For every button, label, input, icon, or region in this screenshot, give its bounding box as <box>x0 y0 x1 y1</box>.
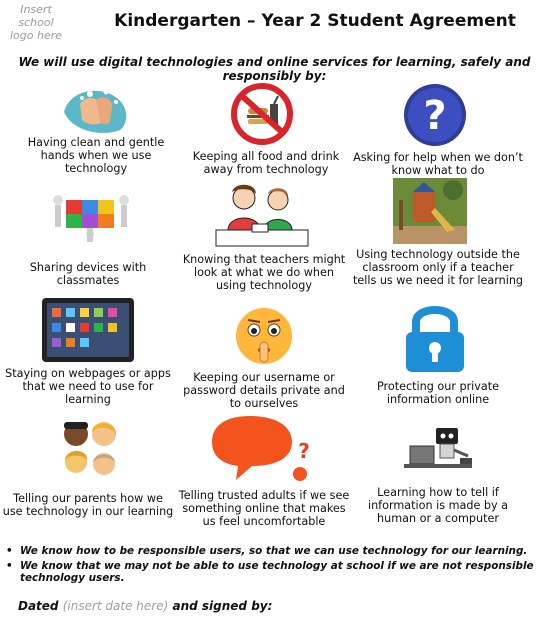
playground-photo <box>393 178 467 244</box>
agreement-caption: Keeping all food and drink away from technology <box>192 150 340 176</box>
tablet-apps-icon <box>42 298 134 362</box>
agreement-caption: Staying on webpages or apps that we need to use for learning <box>5 367 171 406</box>
bullet-item: • We know how to be responsible users, so that we can use technology for our learning. <box>6 545 541 558</box>
agreement-caption: Having clean and gentle hands when we use technology <box>27 136 165 175</box>
agreement-caption: Knowing that teachers might look at what we do when using technology <box>182 253 346 292</box>
handwashing-icon <box>60 82 132 134</box>
svg-text:?: ? <box>423 93 447 139</box>
speech-bubble-icon <box>206 414 318 488</box>
agreement-caption: Keeping our username or password details private and to ourselves <box>183 371 345 410</box>
dated-label: Dated <box>18 599 59 613</box>
agreement-caption: Using technology outside the classroom only if a teacher tells us we need it for learning <box>352 248 524 287</box>
agreement-caption: Telling trusted adults if we see something online that makes us feel uncomfortable <box>178 489 350 528</box>
dated-signed-line <box>18 599 272 613</box>
no-food-icon <box>230 82 294 146</box>
agreement-caption: Asking for help when we don’t know what to do <box>353 151 523 177</box>
bullet-item: • We know that we may not be able to use technology at school if we are not responsible technology users. <box>6 560 541 585</box>
date-placeholder[interactable]: (insert date here) <box>62 599 169 613</box>
page-subtitle: We will use digital technologies and online services for learning, safely and responsibly by: <box>18 55 531 83</box>
school-logo-placeholder: Insert school logo here <box>9 3 63 42</box>
bullet-list <box>6 545 541 587</box>
agreement-caption: Telling our parents how we use technology in our learning <box>2 492 174 518</box>
svg-text:?: ? <box>298 439 310 463</box>
question-mark-icon <box>402 82 468 148</box>
padlock-icon <box>402 302 468 374</box>
page-title: Kindergarten – Year 2 Student Agreement <box>114 11 516 31</box>
robot-computer-icon <box>400 424 478 476</box>
shush-face-icon <box>234 306 294 366</box>
agreement-caption: Protecting our private information online <box>376 380 500 406</box>
agreement-caption: Sharing devices with classmates <box>29 261 147 287</box>
family-icon <box>58 420 124 480</box>
signed-by-label: and signed by: <box>172 599 273 613</box>
teacher-student-icon <box>212 178 312 250</box>
puzzle-team-icon <box>48 186 134 244</box>
agreement-caption: Learning how to tell if information is made by a human or a computer <box>367 486 509 525</box>
